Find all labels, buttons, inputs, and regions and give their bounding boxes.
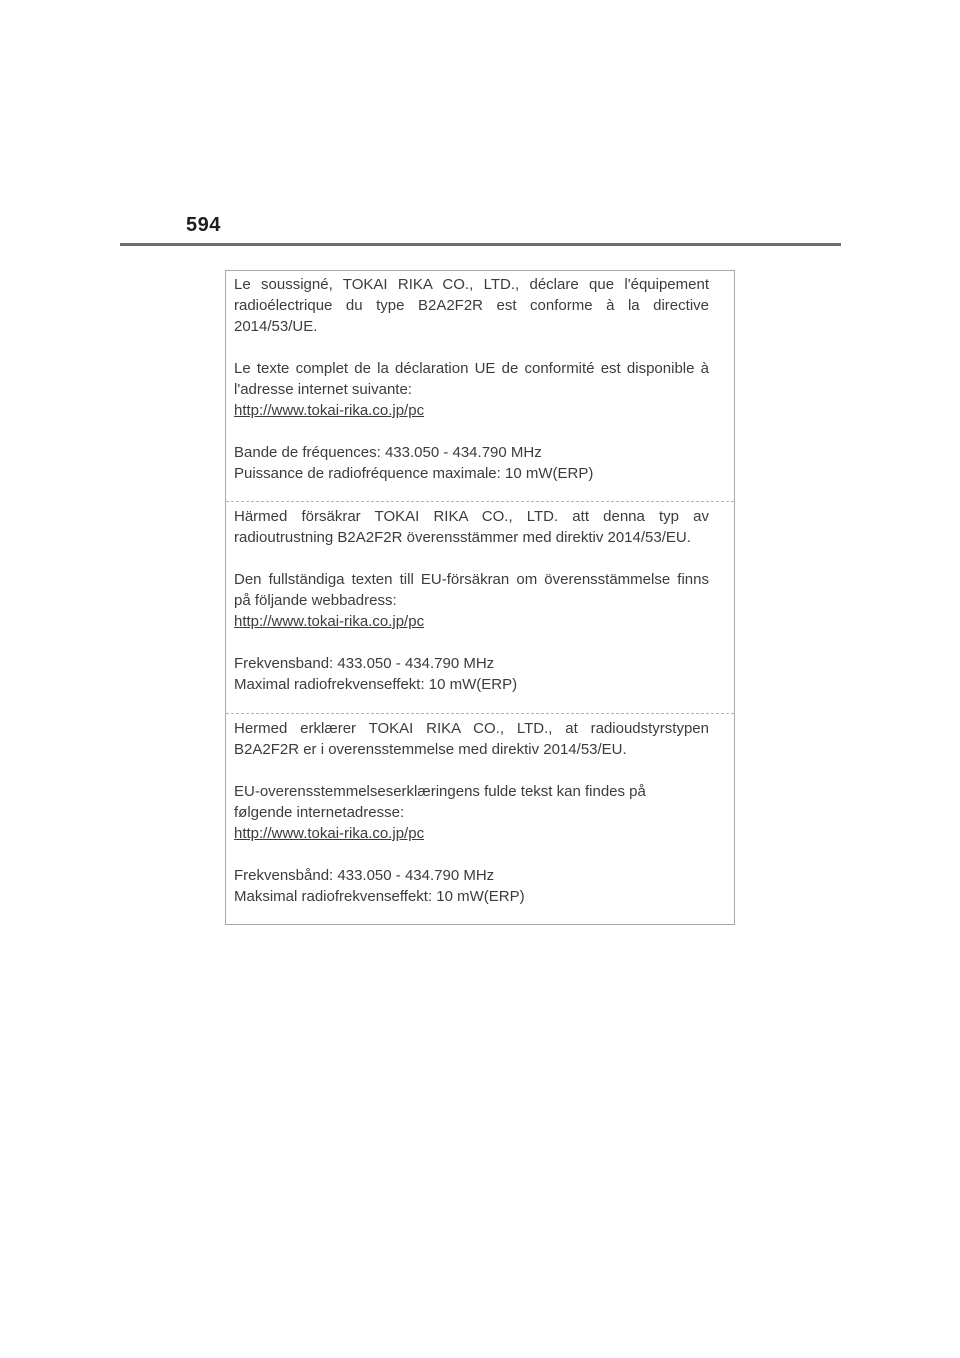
danish-frequency-band: Frekvensbånd: 433.050 - 434.790 MHz <box>234 867 495 884</box>
french-full-text-notice: Le texte complet de la déclaration UE de conformité est disponible à l'adresse internet suivante: <box>234 360 709 398</box>
swedish-intro-text: Härmed försäkrar TOKAI RIKA CO., LTD. att denna typ av radioutrustning B2A2F2R överensstämmer med direktiv 2014/53/EU. <box>234 508 709 546</box>
swedish-declaration-section <box>226 501 734 713</box>
swedish-full-text-notice: Den fullständiga texten till EU-försäkran om överensstämmelse finns på följande webbadress: <box>234 571 709 609</box>
danish-intro-text: Hermed erklærer TOKAI RIKA CO., LTD., at radioudstyrstypen B2A2F2R er i overensstemmelse med direktiv 2014/53/EU. <box>234 720 709 758</box>
french-frequency-band: Bande de fréquences: 433.050 - 434.790 MHz <box>234 444 542 461</box>
danish-full-text-notice-line2: følgende internetadresse: <box>234 804 405 821</box>
header-rule <box>120 243 841 246</box>
danish-declaration-link[interactable]: http://www.tokai-rika.co.jp/pc <box>234 825 425 842</box>
danish-full-text-notice-line1: EU-overensstemmelseserklæringens fulde tekst kan findes på <box>234 783 646 800</box>
swedish-declaration-link[interactable]: http://www.tokai-rika.co.jp/pc <box>234 613 425 630</box>
swedish-max-power: Maximal radiofrekvenseffekt: 10 mW(ERP) <box>234 676 518 693</box>
french-declaration-link[interactable]: http://www.tokai-rika.co.jp/pc <box>234 402 425 419</box>
danish-declaration-section <box>226 713 734 925</box>
french-max-power: Puissance de radiofréquence maximale: 10 mW(ERP) <box>234 465 594 482</box>
french-intro-text: Le soussigné, TOKAI RIKA CO., LTD., déclare que l'équipement radioélectrique du type B2A2F2R est conforme à la directive 2014/53/UE. <box>234 276 709 335</box>
french-declaration-section <box>226 271 734 501</box>
page-number: 594 <box>186 214 221 236</box>
danish-max-power: Maksimal radiofrekvenseffekt: 10 mW(ERP) <box>234 888 525 905</box>
swedish-frequency-band: Frekvensband: 433.050 - 434.790 MHz <box>234 655 495 672</box>
declaration-of-conformity-box <box>225 270 735 925</box>
